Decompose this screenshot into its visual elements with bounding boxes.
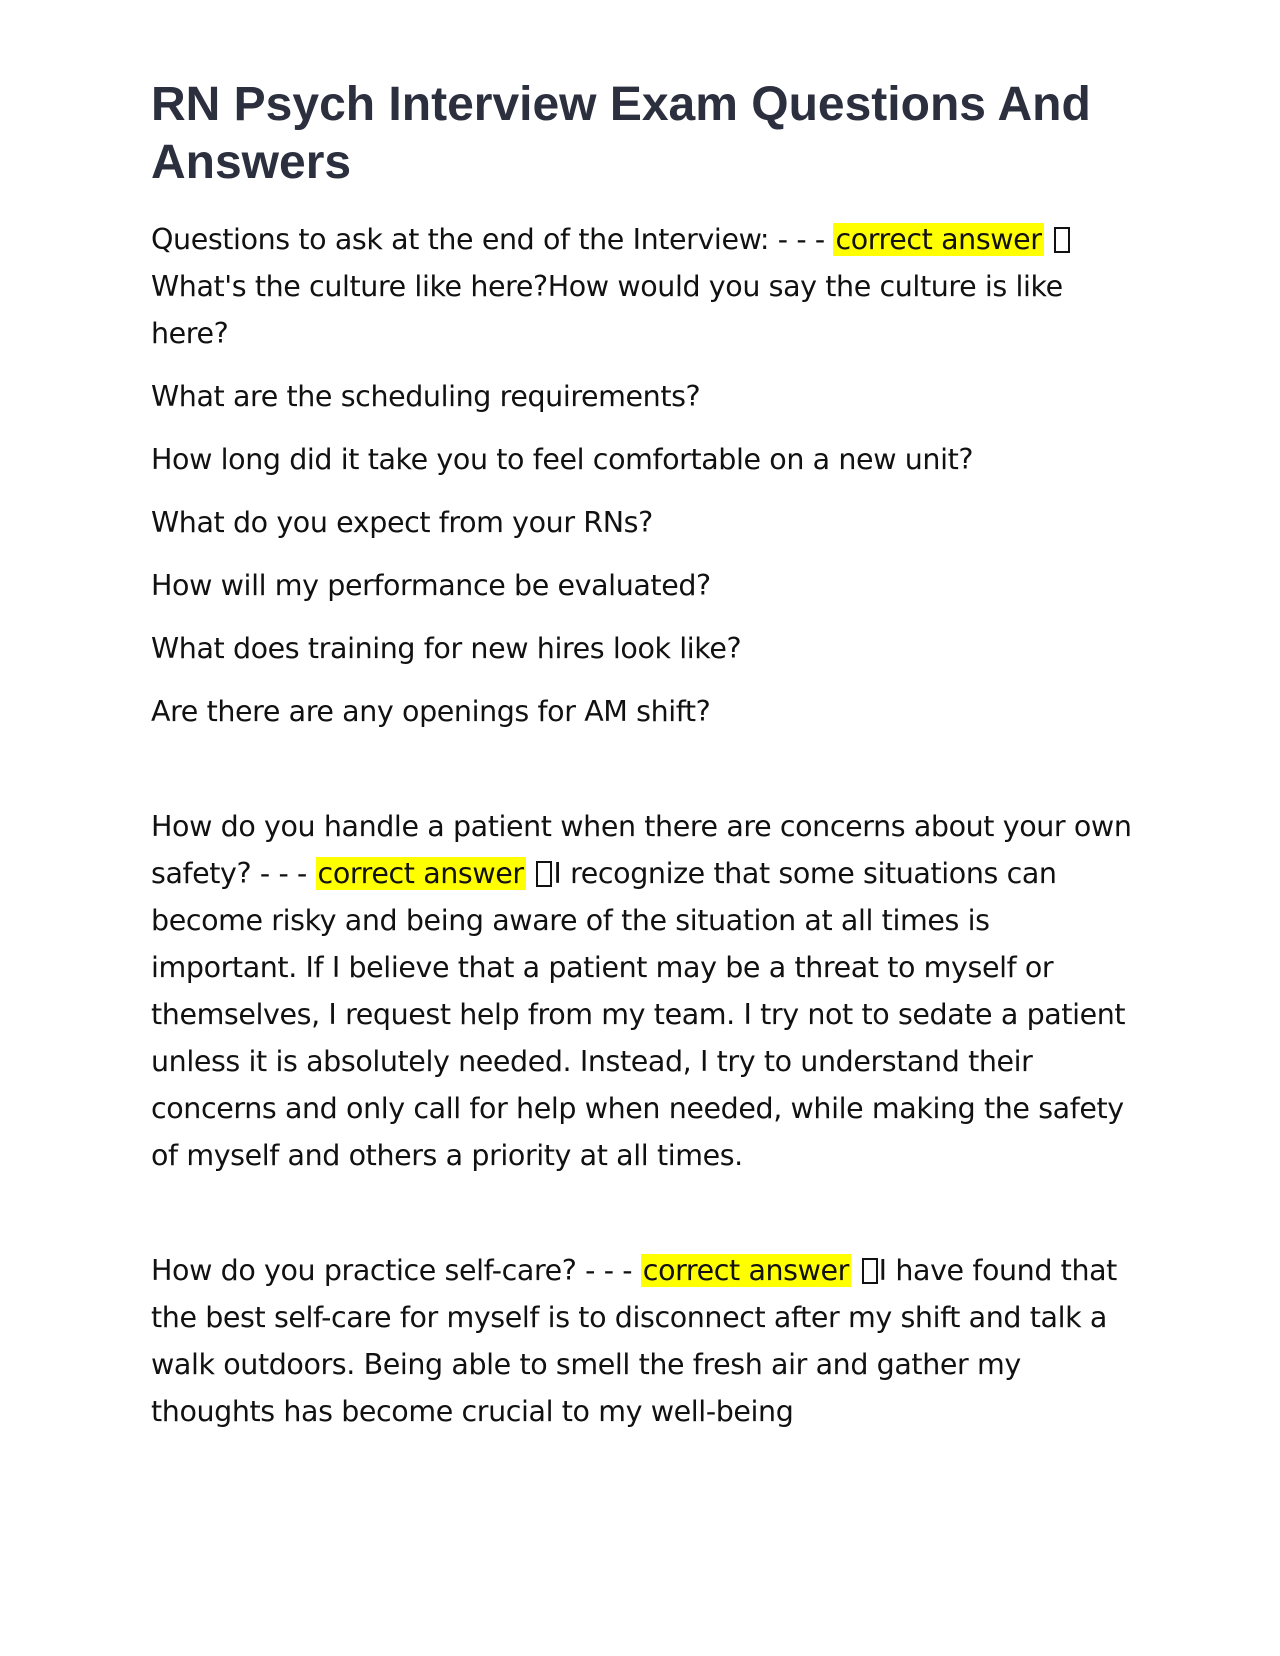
question-text: How do you handle a patient when there are concerns about your own safety? xyxy=(151,810,1132,890)
question-text: How do you practice self-care? xyxy=(151,1254,577,1287)
list-item: What are the scheduling requirements? xyxy=(151,380,701,413)
answer-text: What's the culture like here?How would you say the culture is like here? xyxy=(151,270,1063,350)
list-item: How long did it take you to feel comfortable on a new unit? xyxy=(151,443,974,476)
qa-item-3 xyxy=(151,1247,1141,1435)
document-title: RN Psych Interview Exam Questions And Answers xyxy=(151,78,1091,189)
document-page xyxy=(151,0,1141,1435)
correct-answer-highlight: correct answer xyxy=(317,857,524,890)
answer-text: I recognize that some situations can become risky and being aware of the situation at all times is important. If I believe that a patient may be a threat to myself or themselves, I request help from my team. I try not to sedate a patient unless it is absolutely needed. Instead, I try to understand their concerns and only call for help when needed, while making the safety of myself and others a priority at all times. xyxy=(151,857,1126,1172)
followup-questions-list xyxy=(151,373,1141,735)
missing-glyph-icon xyxy=(536,861,552,887)
separator: - - - xyxy=(251,857,316,890)
separator: - - - xyxy=(769,223,834,256)
list-item: What do you expect from your RNs? xyxy=(151,506,653,539)
list-item: How will my performance be evaluated? xyxy=(151,569,711,602)
separator: - - - xyxy=(576,1254,641,1287)
list-item: Are there are any openings for AM shift? xyxy=(151,695,711,728)
correct-answer-highlight: correct answer xyxy=(835,223,1042,256)
missing-glyph-icon xyxy=(862,1258,878,1284)
qa-item-2 xyxy=(151,803,1141,1179)
correct-answer-highlight: correct answer xyxy=(642,1254,849,1287)
document-body xyxy=(151,216,1141,1435)
question-text: Questions to ask at the end of the Interview: xyxy=(151,223,770,256)
missing-glyph-icon xyxy=(1054,227,1070,253)
qa-item-1 xyxy=(151,216,1141,357)
answer-text: I have found that the best self-care for myself is to disconnect after my shift and talk a walk outdoors. Being able to smell the fresh air and gather my thoughts has become crucial to my well-being xyxy=(151,1254,1117,1428)
list-item: What does training for new hires look like? xyxy=(151,632,742,665)
